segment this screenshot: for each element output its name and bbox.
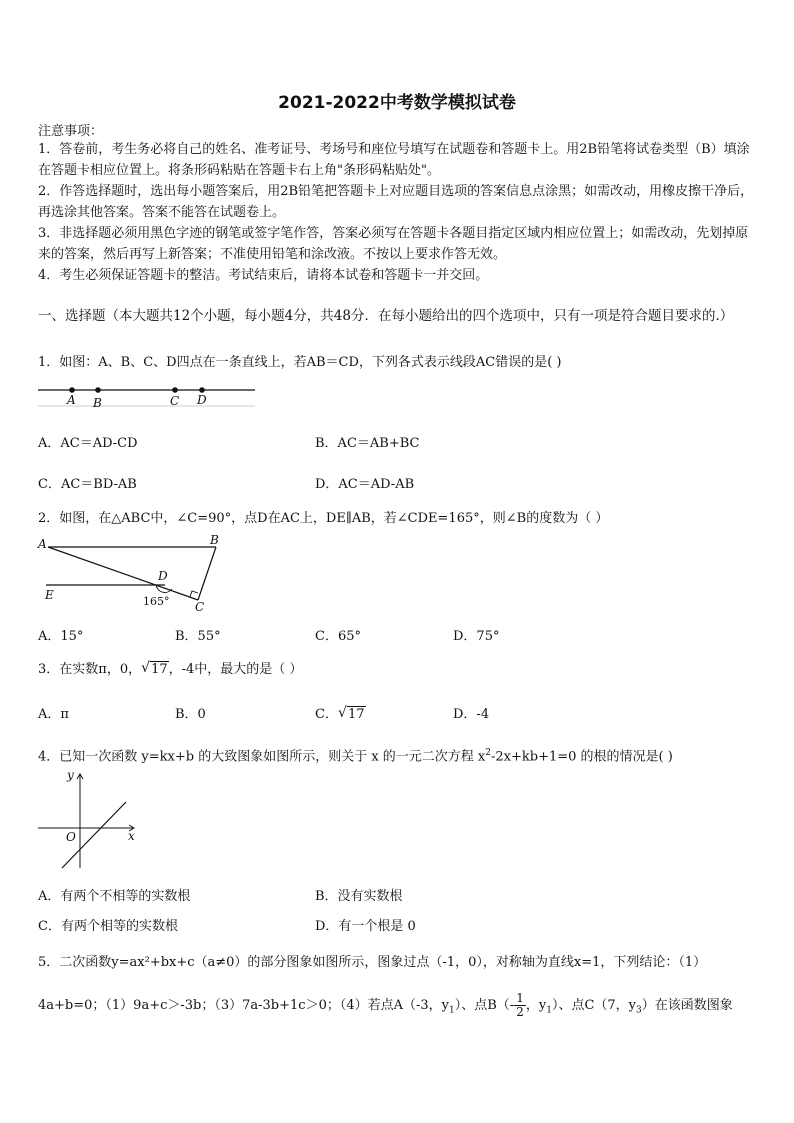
notice-item-2: 2．作答选择题时，选出每小题答案后，用2B铅笔把答题卡上对应题目选项的答案信息点涂黑；如需改动，用橡皮擦干净后，再选涂其他答案。答案不能答在试题卷上。 xyxy=(38,184,754,220)
q2-triangle-figure xyxy=(38,533,238,613)
q5-line2-d: ）、点C（7，y xyxy=(551,998,636,1013)
q4-option-c[interactable]: C．有两个相等的实数根 xyxy=(38,919,178,934)
question-1-stem: 1．如图：A、B、C、D四点在一条直线上，若AB＝CD，下列各式表示线段AC错误的是( ) xyxy=(38,355,562,370)
q3-option-c-radicand: 17 xyxy=(347,707,365,722)
question-5-line-1: 5．二次函数y=ax²+bx+c（a≠0）的部分图象如图所示，图象过点（-1，0），对称轴为直线x=1，下列结论：（1） xyxy=(38,955,707,970)
q3-sqrt-17 xyxy=(141,660,169,680)
q1-option-d[interactable]: D．AC＝AD-AB xyxy=(315,477,415,492)
q4-stem-before: 4．已知一次函数 y=kx+b 的大致图象如图所示，则关于 x 的一元二次方程 x xyxy=(38,749,486,765)
q2-segment-ac xyxy=(48,547,198,600)
section-heading: 一、选择题（本大题共12个小题，每小题4分，共48分．在每小题给出的四个选项中，只有一项是符合题目要求的.） xyxy=(38,308,734,324)
q2-angle-165: 165° xyxy=(143,595,170,608)
question-2-stem: 2．如图，在△ABC中，∠C=90°，点D在AC上，DE∥AB，若∠CDE=165°，则∠B的度数为（ ） xyxy=(38,511,609,526)
q4-linear-graph-figure xyxy=(38,768,148,873)
q2-option-d[interactable]: D．75° xyxy=(453,629,500,644)
q2-label-e: E xyxy=(45,588,54,602)
question-3-stem xyxy=(38,660,760,680)
q3-option-a[interactable]: A．π xyxy=(38,707,69,722)
q4-stem-after: -2x+kb+1=0 的根的情况是( ) xyxy=(491,749,673,765)
q2-option-c[interactable]: C．65° xyxy=(315,629,361,644)
question-4-stem xyxy=(38,743,760,767)
q5-line2-e: ）在该函数图象 xyxy=(641,998,733,1013)
q4-option-b[interactable]: B．没有实数根 xyxy=(315,889,403,904)
notice-item-1: 1．答卷前，考生务必将自己的姓名、准考证号、考场号和座位号填写在试题卷和答题卡上。用2B铅笔将试卷类型（B）填涂在答题卡相应位置上。将条形码粘贴在答题卡右上角"条形码粘贴处"。 xyxy=(38,142,750,178)
q2-right-angle-mark xyxy=(190,591,198,597)
notice-item-3: 3．非选择题必须用黑色字迹的钢笔或签字笔作答，答案必须写在答题卡各题目指定区域内相应位置上；如需改动，先划掉原来的答案，然后再写上新答案；不准使用铅笔和涂改液。不按以上要求作答无效。 xyxy=(38,226,749,262)
q3-stem-after: ，-4中，最大的是（ ） xyxy=(168,662,303,677)
q5-line2-a: 4a+b=0；（1）9a+c＞-3b；（3）7a-3b+1c＞0；（4）若点A（-3，y xyxy=(38,998,450,1013)
q5-sub-1: 1 xyxy=(449,1005,455,1016)
q1-label-a: A xyxy=(67,393,76,407)
q3-stem-before: 3．在实数π，0， xyxy=(38,662,142,677)
q1-number-line-figure xyxy=(38,380,258,410)
q4-option-d[interactable]: D．有一个根是 0 xyxy=(315,919,416,934)
q3-option-c[interactable] xyxy=(315,703,366,722)
q2-label-d: D xyxy=(158,569,168,583)
q5-line2-c: ，y xyxy=(525,998,547,1013)
q3-option-c-radical: √ xyxy=(337,705,347,721)
q5-sub-3: 3 xyxy=(636,1005,642,1016)
q1-option-a[interactable]: A．AC＝AD-CD xyxy=(38,436,138,451)
q5-fraction xyxy=(514,992,526,1019)
q4-stem-sup: 2 xyxy=(485,748,491,758)
q5-line2-b: ）、点B（- xyxy=(454,998,515,1013)
q4-label-y: y xyxy=(67,768,74,782)
q3-option-d[interactable]: D．-4 xyxy=(453,707,490,722)
q3-option-c-sqrt xyxy=(338,707,366,722)
q2-option-b[interactable]: B．55° xyxy=(175,629,221,644)
q2-label-b: B xyxy=(210,533,219,547)
q3-option-c-label: C． xyxy=(315,707,338,722)
q5-frac-num: 1 xyxy=(516,991,524,1005)
q2-option-a[interactable]: A．15° xyxy=(38,629,84,644)
q1-point-a xyxy=(69,387,75,393)
notice-heading: 注意事项： xyxy=(38,124,104,139)
notice-item-4: 4．考生必须保证答题卡的整洁。考试结束后，请将本试卷和答题卡一并交回。 xyxy=(38,268,489,283)
q3-radical-sign: √ xyxy=(141,660,151,676)
q5-frac-den: 2 xyxy=(516,1005,524,1019)
q4-label-x: x xyxy=(128,829,135,843)
q2-segment-bc xyxy=(198,547,216,600)
q1-label-d: D xyxy=(197,393,207,407)
q1-option-b[interactable]: B．AC＝AB+BC xyxy=(315,436,420,451)
q3-option-b[interactable]: B．0 xyxy=(175,707,206,722)
q4-option-a[interactable]: A．有两个不相等的实数根 xyxy=(38,889,191,904)
q2-label-c: C xyxy=(195,600,205,614)
question-5-line-2 xyxy=(38,992,760,1021)
q1-point-b xyxy=(95,387,101,393)
q1-label-b: B xyxy=(93,396,102,410)
q1-option-c[interactable]: C．AC＝BD-AB xyxy=(38,477,137,492)
q5-sub-2: 1 xyxy=(546,1005,552,1016)
q1-point-d xyxy=(199,387,205,393)
q2-label-a: A xyxy=(38,537,47,551)
q4-label-origin: O xyxy=(66,830,76,844)
q1-label-c: C xyxy=(170,394,180,408)
page-title: 2021-2022中考数学模拟试卷 xyxy=(278,93,516,113)
q1-point-c xyxy=(172,387,178,393)
q3-radicand: 17 xyxy=(151,662,168,677)
